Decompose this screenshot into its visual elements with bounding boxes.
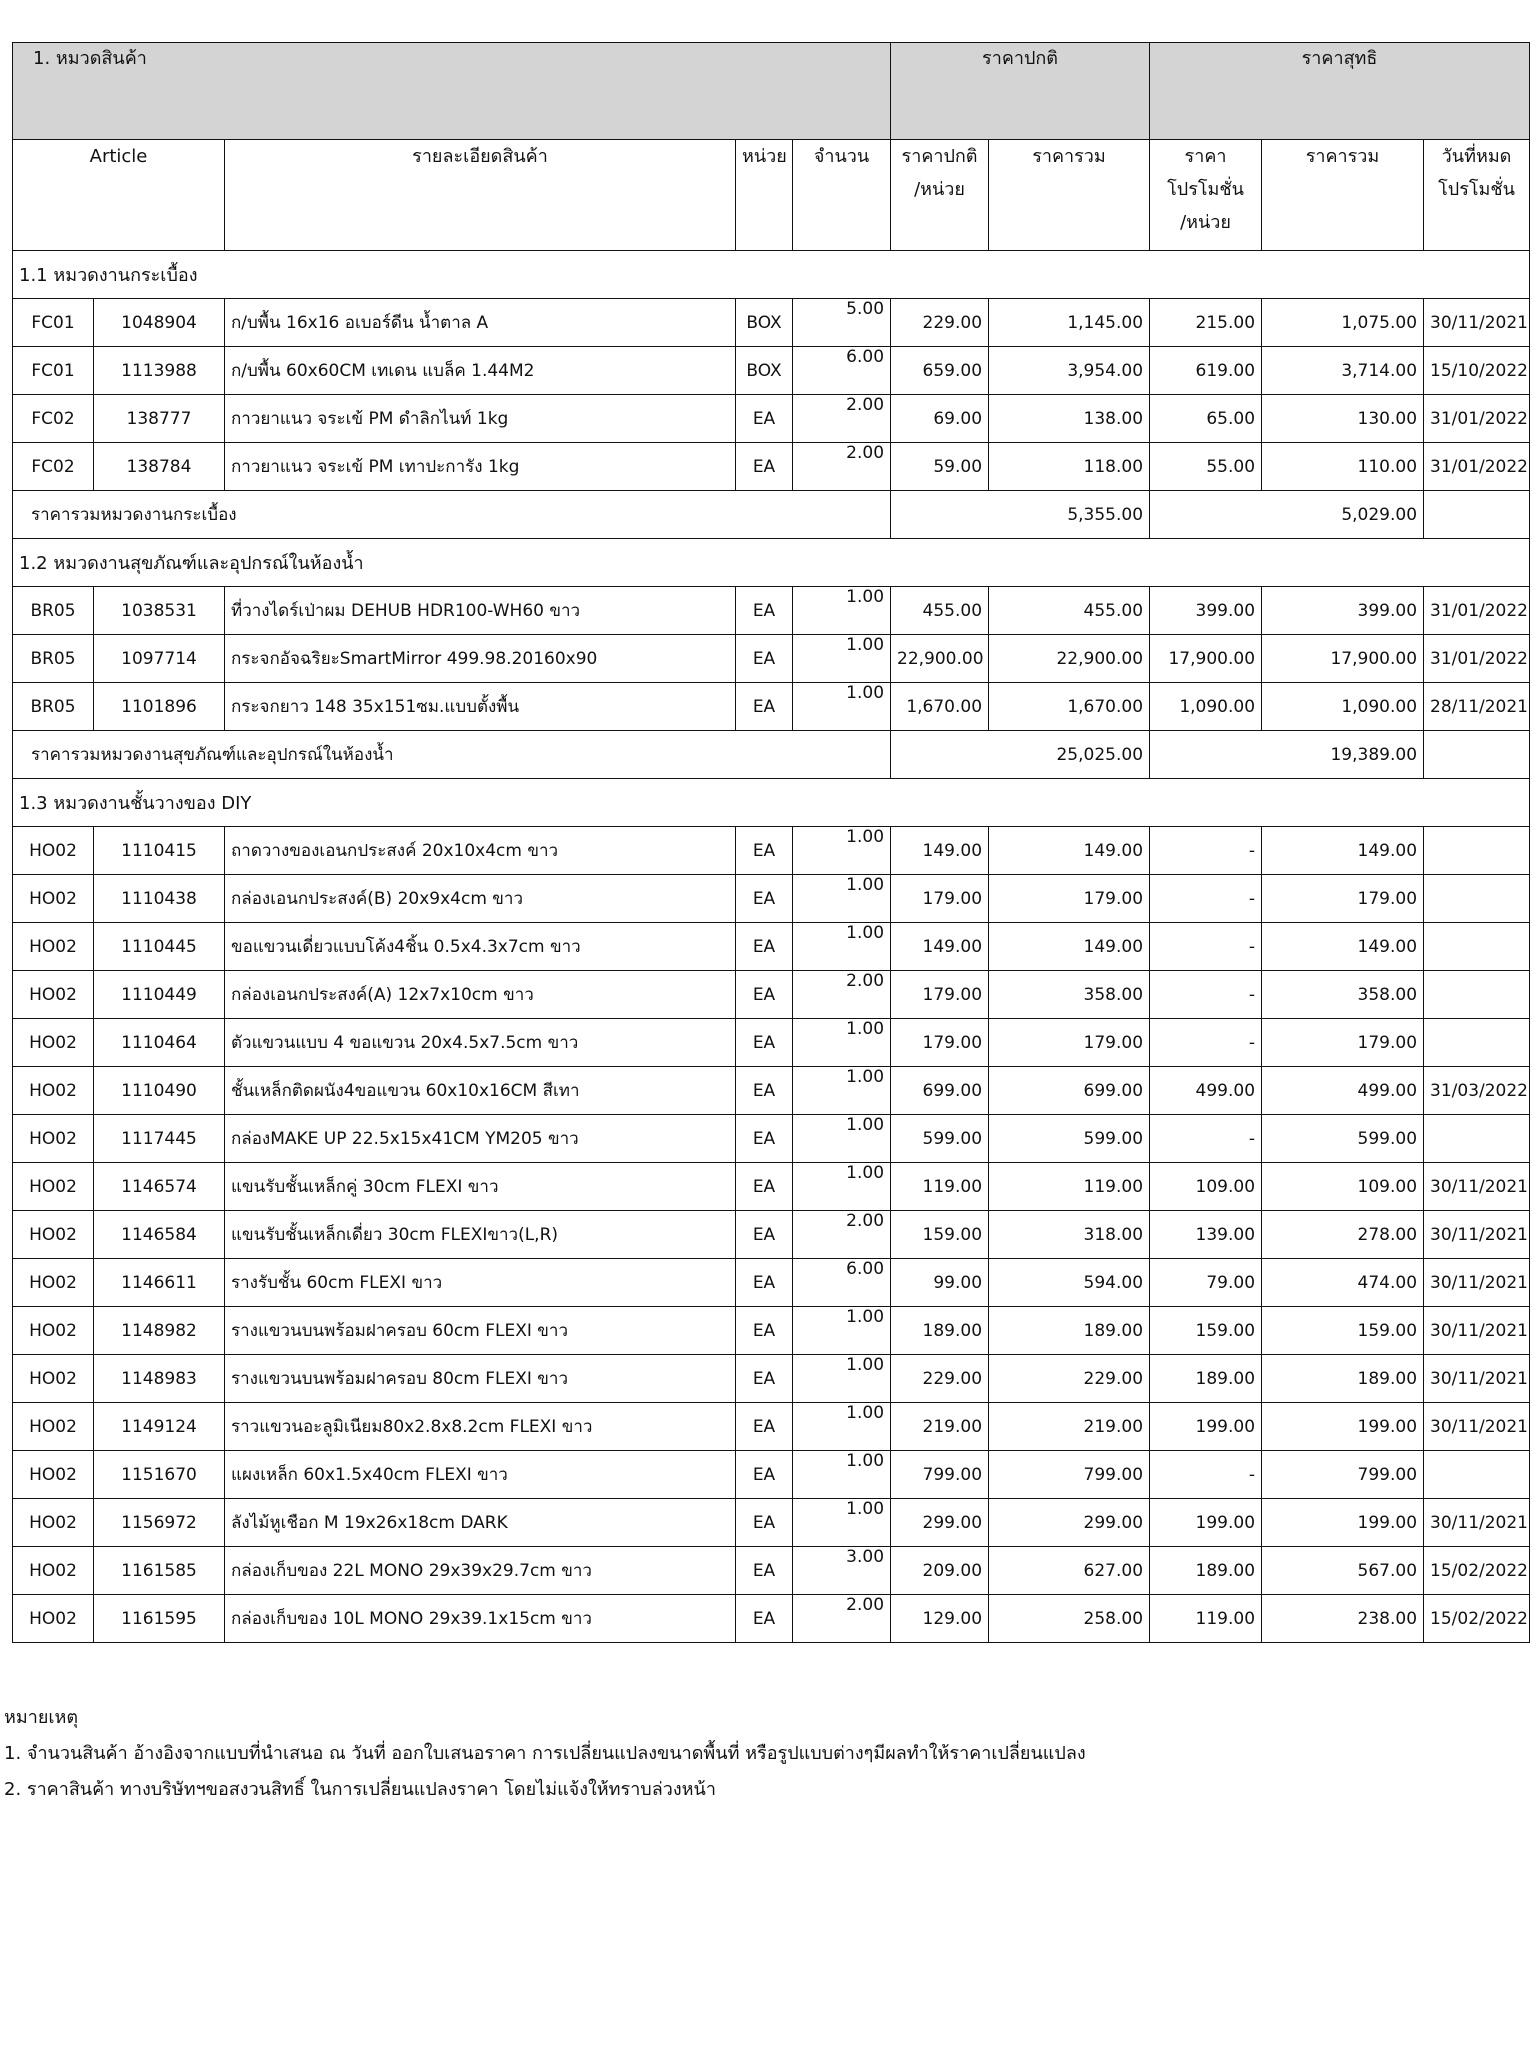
item-promo-end: 30/11/2021 [1424,299,1530,347]
table-row [13,635,1530,683]
item-promo-end: 31/01/2022 [1424,587,1530,635]
item-description: กล่องเก็บของ 10L MONO 29x39.1x15cm ขาว [225,1595,736,1643]
item-description: ตัวแขวนแบบ 4 ขอแขวน 20x4.5x7.5cm ขาว [225,1019,736,1067]
item-unit-price: 659.00 [891,347,989,395]
item-article: 1146574 [94,1163,225,1211]
item-net-total: 179.00 [1262,875,1424,923]
item-unit-price: 699.00 [891,1067,989,1115]
item-promo-end: 30/11/2021 [1424,1259,1530,1307]
item-net-total: 567.00 [1262,1547,1424,1595]
item-unit: EA [736,587,793,635]
table-row [13,923,1530,971]
item-article: 1161595 [94,1595,225,1643]
item-unit: EA [736,443,793,491]
item-description: กระจกอัจฉริยะSmartMirror 499.98.20160x90 [225,635,736,683]
item-net-total: 3,714.00 [1262,347,1424,395]
item-unit-price: 119.00 [891,1163,989,1211]
item-total: 22,900.00 [989,635,1150,683]
item-qty: 3.00 [793,1547,891,1595]
item-qty: 6.00 [793,1259,891,1307]
item-total: 594.00 [989,1259,1150,1307]
item-unit: EA [736,1307,793,1355]
item-net-total: 499.00 [1262,1067,1424,1115]
item-promo-price: - [1150,1115,1262,1163]
item-unit: EA [736,1019,793,1067]
item-code: HO02 [13,1595,94,1643]
item-promo-price: 17,900.00 [1150,635,1262,683]
item-promo-end: 31/03/2022 [1424,1067,1530,1115]
item-unit-price: 229.00 [891,1355,989,1403]
item-qty: 1.00 [793,683,891,731]
item-net-total: 278.00 [1262,1211,1424,1259]
item-unit-price: 99.00 [891,1259,989,1307]
item-total: 138.00 [989,395,1150,443]
item-unit: EA [736,1115,793,1163]
item-description: กล่องเอนกประสงค์(A) 12x7x10cm ขาว [225,971,736,1019]
item-net-total: 199.00 [1262,1403,1424,1451]
item-code: HO02 [13,1211,94,1259]
item-code: HO02 [13,1115,94,1163]
item-promo-price: - [1150,827,1262,875]
item-promo-end [1424,1019,1530,1067]
item-net-total: 238.00 [1262,1595,1424,1643]
item-qty: 1.00 [793,923,891,971]
item-qty: 1.00 [793,1307,891,1355]
item-code: HO02 [13,1355,94,1403]
item-code: FC01 [13,299,94,347]
item-total: 258.00 [989,1595,1150,1643]
item-article: 1110464 [94,1019,225,1067]
item-article: 1110490 [94,1067,225,1115]
table-row [13,1307,1530,1355]
item-unit-price: 149.00 [891,827,989,875]
table-row [13,1163,1530,1211]
item-description: กาวยาแนว จระเข้ PM เทาปะการัง 1kg [225,443,736,491]
col-unit: หน่วย [736,140,793,251]
net-price-group: ราคาสุทธิ [1150,43,1530,140]
item-unit: EA [736,1259,793,1307]
item-description: รางแขวนบนพร้อมฝาครอบ 80cm FLEXI ขาว [225,1355,736,1403]
item-promo-price: 399.00 [1150,587,1262,635]
item-code: BR05 [13,683,94,731]
item-unit: EA [736,1163,793,1211]
item-net-total: 130.00 [1262,395,1424,443]
item-code: HO02 [13,827,94,875]
item-description: ลังไม้หูเชือก M 19x26x18cm DARK [225,1499,736,1547]
item-code: BR05 [13,587,94,635]
section-header [13,251,1530,299]
subtotal-regular: 5,355.00 [891,491,1150,539]
item-net-total: 1,090.00 [1262,683,1424,731]
item-unit-price: 69.00 [891,395,989,443]
item-description: กล่องเอนกประสงค์(B) 20x9x4cm ขาว [225,875,736,923]
item-code: HO02 [13,971,94,1019]
item-promo-price: - [1150,923,1262,971]
item-net-total: 474.00 [1262,1259,1424,1307]
item-total: 229.00 [989,1355,1150,1403]
item-description: แขนรับชั้นเหล็กคู่ 30cm FLEXI ขาว [225,1163,736,1211]
item-net-total: 110.00 [1262,443,1424,491]
item-promo-end: 30/11/2021 [1424,1307,1530,1355]
item-total: 219.00 [989,1403,1150,1451]
item-promo-end [1424,1451,1530,1499]
column-header-row [13,140,1530,251]
item-qty: 6.00 [793,347,891,395]
item-qty: 1.00 [793,1451,891,1499]
item-description: ที่วางไดร์เป่าผม DEHUB HDR100-WH60 ขาว [225,587,736,635]
item-qty: 2.00 [793,1595,891,1643]
item-promo-end [1424,971,1530,1019]
table-row [13,1355,1530,1403]
item-unit-price: 179.00 [891,875,989,923]
section-header [13,779,1530,827]
item-promo-end: 15/10/2022 [1424,347,1530,395]
category-title: 1. หมวดสินค้า [13,43,891,140]
item-unit: EA [736,1067,793,1115]
item-net-total: 399.00 [1262,587,1424,635]
table-row [13,1499,1530,1547]
table-row [13,827,1530,875]
item-unit: EA [736,635,793,683]
col-description: รายละเอียดสินค้า [225,140,736,251]
item-promo-price: 619.00 [1150,347,1262,395]
item-unit: EA [736,875,793,923]
item-net-total: 159.00 [1262,1307,1424,1355]
item-code: HO02 [13,1499,94,1547]
item-total: 799.00 [989,1451,1150,1499]
item-promo-price: 65.00 [1150,395,1262,443]
table-row [13,347,1530,395]
item-description: ราวแขวนอะลูมิเนียม80x2.8x8.2cm FLEXI ขาว [225,1403,736,1451]
item-description: กระจกยาว 148 35x151ซม.แบบตั้งพื้น [225,683,736,731]
item-article: 1110449 [94,971,225,1019]
item-description: ก/บพื้น 16x16 อเบอร์ดีน น้ำตาล A [225,299,736,347]
col-article: Article [13,140,225,251]
item-total: 179.00 [989,875,1150,923]
item-article: 1038531 [94,587,225,635]
section-title: 1.2 หมวดงานสุขภัณฑ์และอุปกรณ์ในห้องน้ำ [13,539,1530,587]
item-total: 3,954.00 [989,347,1150,395]
item-promo-price: 79.00 [1150,1259,1262,1307]
item-unit: BOX [736,299,793,347]
item-unit-price: 219.00 [891,1403,989,1451]
subtotal-row [13,491,1530,539]
table-row [13,1067,1530,1115]
item-article: 1117445 [94,1115,225,1163]
table-row [13,1211,1530,1259]
item-unit: EA [736,923,793,971]
subtotal-row [13,731,1530,779]
item-total: 1,145.00 [989,299,1150,347]
item-article: 1110415 [94,827,225,875]
item-article: 1151670 [94,1451,225,1499]
item-net-total: 109.00 [1262,1163,1424,1211]
item-promo-price: 199.00 [1150,1403,1262,1451]
item-article: 138777 [94,395,225,443]
item-net-total: 149.00 [1262,827,1424,875]
item-unit-price: 209.00 [891,1547,989,1595]
item-unit: EA [736,1403,793,1451]
item-net-total: 358.00 [1262,971,1424,1019]
item-unit: EA [736,1547,793,1595]
item-qty: 1.00 [793,1355,891,1403]
item-unit-price: 799.00 [891,1451,989,1499]
item-total: 118.00 [989,443,1150,491]
col-regular-unit-price: ราคาปกติ /หน่วย [891,140,989,251]
item-promo-price: 215.00 [1150,299,1262,347]
item-unit: EA [736,1451,793,1499]
item-unit-price: 1,670.00 [891,683,989,731]
item-article: 1148983 [94,1355,225,1403]
item-promo-end [1424,1115,1530,1163]
item-article: 1101896 [94,683,225,731]
item-article: 1146584 [94,1211,225,1259]
item-net-total: 17,900.00 [1262,635,1424,683]
item-unit: EA [736,1595,793,1643]
item-description: ชั้นเหล็กติดผนัง4ขอแขวน 60x10x16CM สีเทา [225,1067,736,1115]
item-unit: BOX [736,347,793,395]
item-code: HO02 [13,1547,94,1595]
item-promo-price: 189.00 [1150,1547,1262,1595]
item-article: 1146611 [94,1259,225,1307]
table-row [13,1451,1530,1499]
item-net-total: 179.00 [1262,1019,1424,1067]
subtotal-label: ราคารวมหมวดงานกระเบื้อง [13,491,891,539]
item-total: 179.00 [989,1019,1150,1067]
table-row [13,1259,1530,1307]
item-qty: 1.00 [793,875,891,923]
item-promo-end: 28/11/2021 [1424,683,1530,731]
item-promo-price: 119.00 [1150,1595,1262,1643]
item-description: กาวยาแนว จระเข้ PM ดำลิกไนท์ 1kg [225,395,736,443]
item-total: 358.00 [989,971,1150,1019]
item-code: BR05 [13,635,94,683]
item-promo-price: 139.00 [1150,1211,1262,1259]
item-promo-end: 15/02/2022 [1424,1595,1530,1643]
col-promo-end: วันที่หมด โปรโมชั่น [1424,140,1530,251]
item-qty: 2.00 [793,395,891,443]
table-row [13,1019,1530,1067]
item-qty: 1.00 [793,635,891,683]
item-total: 1,670.00 [989,683,1150,731]
item-promo-end: 15/02/2022 [1424,1547,1530,1595]
item-article: 1148982 [94,1307,225,1355]
item-promo-end: 30/11/2021 [1424,1403,1530,1451]
item-unit-price: 299.00 [891,1499,989,1547]
item-description: ขอแขวนเดี่ยวแบบโค้ง4ชิ้น 0.5x4.3x7cm ขาว [225,923,736,971]
item-qty: 1.00 [793,1403,891,1451]
item-article: 138784 [94,443,225,491]
item-unit-price: 599.00 [891,1115,989,1163]
item-code: HO02 [13,875,94,923]
item-code: HO02 [13,1403,94,1451]
item-total: 599.00 [989,1115,1150,1163]
table-row [13,683,1530,731]
item-net-total: 799.00 [1262,1451,1424,1499]
note-line: 1. จำนวนสินค้า อ้างอิงจากแบบที่นำเสนอ ณ วันที่ ออกใบเสนอราคา การเปลี่ยนแปลงขนาดพื้นที่ หรือรูปแบบต่างๆมีผลทำให้ราคาเปลี่ยนแปลง [4,1743,1086,1764]
item-unit: EA [736,395,793,443]
item-code: HO02 [13,1019,94,1067]
col-promo-unit-price: ราคา โปรโมชั่น /หน่วย [1150,140,1262,251]
item-unit: EA [736,1211,793,1259]
table-row [13,1595,1530,1643]
item-promo-price: - [1150,1019,1262,1067]
table-row [13,971,1530,1019]
col-net-total: ราคารวม [1262,140,1424,251]
item-promo-price: - [1150,1451,1262,1499]
item-promo-price: 159.00 [1150,1307,1262,1355]
item-promo-end: 30/11/2021 [1424,1163,1530,1211]
item-description: ถาดวางของเอนกประสงค์ 20x10x4cm ขาว [225,827,736,875]
item-promo-price: 109.00 [1150,1163,1262,1211]
item-promo-end: 30/11/2021 [1424,1355,1530,1403]
table-row [13,299,1530,347]
item-article: 1156972 [94,1499,225,1547]
item-unit-price: 59.00 [891,443,989,491]
item-description: กล่องMAKE UP 22.5x15x41CM YM205 ขาว [225,1115,736,1163]
item-unit: EA [736,827,793,875]
item-qty: 1.00 [793,1067,891,1115]
table-row [13,1547,1530,1595]
item-qty: 2.00 [793,443,891,491]
item-description: แขนรับชั้นเหล็กเดี่ยว 30cm FLEXIขาว(L,R) [225,1211,736,1259]
item-net-total: 189.00 [1262,1355,1424,1403]
item-unit-price: 229.00 [891,299,989,347]
item-code: HO02 [13,1259,94,1307]
item-article: 1048904 [94,299,225,347]
subtotal-empty [1424,731,1530,779]
item-qty: 5.00 [793,299,891,347]
item-unit-price: 129.00 [891,1595,989,1643]
item-promo-end: 31/01/2022 [1424,635,1530,683]
item-promo-end: 30/11/2021 [1424,1211,1530,1259]
item-description: รางรับชั้น 60cm FLEXI ขาว [225,1259,736,1307]
notes-title: หมายเหตุ [4,1707,79,1728]
item-unit-price: 189.00 [891,1307,989,1355]
quotation-table [12,42,1530,1643]
item-unit-price: 179.00 [891,971,989,1019]
item-promo-price: - [1150,971,1262,1019]
table-row [13,1115,1530,1163]
item-promo-end [1424,827,1530,875]
item-unit: EA [736,683,793,731]
subtotal-net: 5,029.00 [1150,491,1424,539]
item-unit-price: 159.00 [891,1211,989,1259]
item-promo-end: 31/01/2022 [1424,395,1530,443]
item-qty: 1.00 [793,1163,891,1211]
item-total: 149.00 [989,827,1150,875]
item-total: 189.00 [989,1307,1150,1355]
item-promo-end: 31/01/2022 [1424,443,1530,491]
item-code: FC02 [13,443,94,491]
item-description: รางแขวนบนพร้อมฝาครอบ 60cm FLEXI ขาว [225,1307,736,1355]
item-qty: 2.00 [793,971,891,1019]
table-row [13,443,1530,491]
item-qty: 1.00 [793,1499,891,1547]
item-qty: 1.00 [793,827,891,875]
item-article: 1113988 [94,347,225,395]
item-unit-price: 22,900.00 [891,635,989,683]
item-promo-price: 1,090.00 [1150,683,1262,731]
notes [4,1700,1086,1808]
item-description: แผงเหล็ก 60x1.5x40cm FLEXI ขาว [225,1451,736,1499]
section-header [13,539,1530,587]
subtotal-label: ราคารวมหมวดงานสุขภัณฑ์และอุปกรณ์ในห้องน้ำ [13,731,891,779]
col-qty: จำนวน [793,140,891,251]
item-total: 455.00 [989,587,1150,635]
item-net-total: 149.00 [1262,923,1424,971]
item-total: 318.00 [989,1211,1150,1259]
item-net-total: 1,075.00 [1262,299,1424,347]
item-total: 149.00 [989,923,1150,971]
table-row [13,1403,1530,1451]
table-row [13,395,1530,443]
regular-price-group: ราคาปกติ [891,43,1150,140]
item-promo-price: 499.00 [1150,1067,1262,1115]
section-title: 1.1 หมวดงานกระเบื้อง [13,251,1530,299]
item-promo-end [1424,923,1530,971]
subtotal-net: 19,389.00 [1150,731,1424,779]
item-promo-end [1424,875,1530,923]
item-promo-price: - [1150,875,1262,923]
item-article: 1110445 [94,923,225,971]
item-total: 699.00 [989,1067,1150,1115]
item-code: FC01 [13,347,94,395]
item-unit-price: 179.00 [891,1019,989,1067]
item-total: 627.00 [989,1547,1150,1595]
item-net-total: 599.00 [1262,1115,1424,1163]
item-promo-end: 30/11/2021 [1424,1499,1530,1547]
col-regular-total: ราคารวม [989,140,1150,251]
item-article: 1110438 [94,875,225,923]
item-unit: EA [736,1355,793,1403]
item-code: HO02 [13,923,94,971]
subtotal-regular: 25,025.00 [891,731,1150,779]
item-code: HO02 [13,1451,94,1499]
item-net-total: 199.00 [1262,1499,1424,1547]
item-qty: 1.00 [793,1019,891,1067]
item-code: FC02 [13,395,94,443]
item-unit-price: 455.00 [891,587,989,635]
item-article: 1161585 [94,1547,225,1595]
table-row [13,875,1530,923]
item-article: 1097714 [94,635,225,683]
item-qty: 1.00 [793,1115,891,1163]
section-title: 1.3 หมวดงานชั้นวางของ DIY [13,779,1530,827]
item-code: HO02 [13,1307,94,1355]
subtotal-empty [1424,491,1530,539]
item-promo-price: 189.00 [1150,1355,1262,1403]
item-code: HO02 [13,1163,94,1211]
item-unit-price: 149.00 [891,923,989,971]
item-total: 299.00 [989,1499,1150,1547]
header-group-row [13,43,1530,140]
item-promo-price: 55.00 [1150,443,1262,491]
item-code: HO02 [13,1067,94,1115]
item-article: 1149124 [94,1403,225,1451]
item-total: 119.00 [989,1163,1150,1211]
item-description: ก/บพื้น 60x60CM เทเดน แบล็ค 1.44M2 [225,347,736,395]
table-row [13,587,1530,635]
item-qty: 2.00 [793,1211,891,1259]
note-line: 2. ราคาสินค้า ทางบริษัทฯขอสงวนสิทธิ์ ในการเปลี่ยนแปลงราคา โดยไม่แจ้งให้ทราบล่วงหน้า [4,1779,716,1800]
item-unit: EA [736,971,793,1019]
item-promo-price: 199.00 [1150,1499,1262,1547]
item-description: กล่องเก็บของ 22L MONO 29x39x29.7cm ขาว [225,1547,736,1595]
item-unit: EA [736,1499,793,1547]
item-qty: 1.00 [793,587,891,635]
